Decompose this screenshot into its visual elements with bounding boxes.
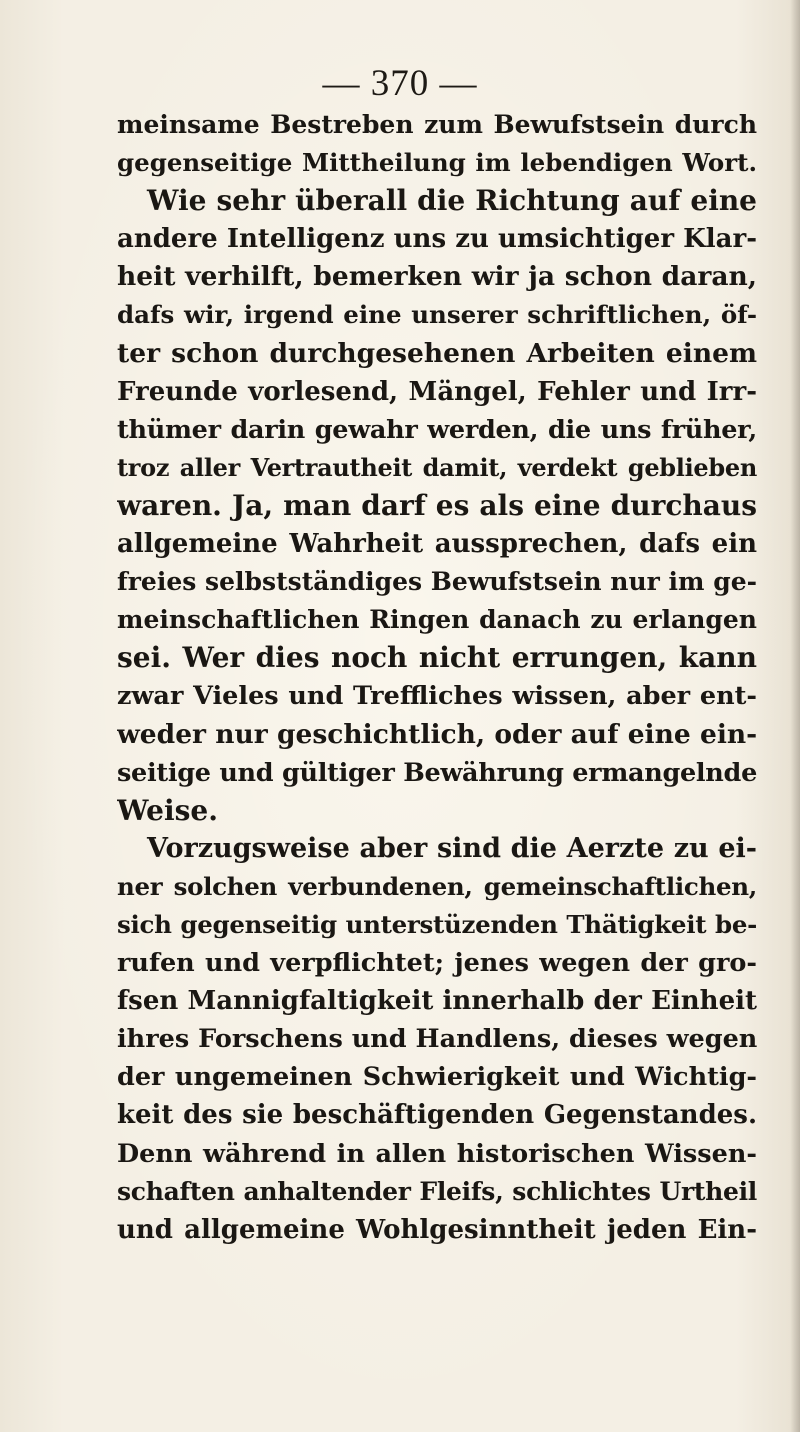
text-line: weder nur geschichtlich, oder auf eine ein- (117, 718, 757, 750)
text-line: freies selbstständiges Bewufstsein nur im ge- (117, 567, 757, 597)
text-line: seitige und gültiger Bewährung ermangelnde (117, 757, 757, 788)
text-line: fsen Mannigfaltigkeit innerhalb der Einheit (117, 986, 757, 1017)
text-line: meinschaftlichen Ringen danach zu erlangen (117, 605, 757, 635)
text-line: meinsame Bestreben zum Bewufstsein durch (117, 110, 757, 139)
page-number-header: — 370 — (322, 63, 478, 104)
body-text (117, 106, 757, 1249)
page-edge-shadow (790, 0, 800, 1432)
text-line: troz aller Vertrautheit damit, verdekt geblieben (117, 452, 757, 482)
text-line: Vorzugsweise aber sind die Aerzte zu ei- (147, 832, 757, 864)
text-line: zwar Vieles und Treffliches wissen, aber ent- (117, 681, 757, 712)
text-line: Weise. (117, 793, 218, 827)
text-line: waren. Ja, man darf es als eine durchaus (117, 488, 757, 522)
text-line: ner solchen verbundenen, gemeinschaftlichen, (117, 871, 757, 901)
text-line: Wie sehr überall die Richtung auf eine (147, 184, 757, 218)
text-line: dafs wir, irgend eine unserer schriftlichen, öf- (117, 300, 757, 330)
text-line: rufen und verpflichtet; jenes wegen der gro- (117, 948, 757, 979)
text-line: Denn während in allen historischen Wissen- (117, 1138, 757, 1169)
text-line: ihres Forschens und Handlens, dieses wegen (117, 1024, 757, 1055)
text-line: gegenseitige Mittheilung im lebendigen Wort. (117, 148, 757, 178)
text-line: andere Intelligenz uns zu umsichtiger Klar- (117, 224, 757, 255)
text-line: sei. Wer dies noch nicht errungen, kann (117, 641, 757, 675)
text-line: Freunde vorlesend, Mängel, Fehler und Irr- (117, 376, 757, 407)
text-line: heit verhilft, bemerken wir ja schon daran, (117, 261, 757, 293)
text-line: und allgemeine Wohlgesinntheit jeden Ein- (117, 1214, 757, 1245)
text-line: thümer darin gewahr werden, die uns früher, (117, 414, 757, 445)
text-line: keit des sie beschäftigenden Gegenstandes. (117, 1100, 757, 1131)
text-line: allgemeine Wahrheit aussprechen, dafs ein (117, 529, 757, 560)
text-line: schaften anhaltender Fleifs, schlichtes Urtheil (117, 1176, 757, 1206)
text-line: sich gegenseitig unterstüzenden Thätigkeit be- (117, 909, 757, 939)
text-line: ter schon durchgesehenen Arbeiten einem (117, 337, 757, 369)
text-line: der ungemeinen Schwierigkeit und Wichtig- (117, 1062, 757, 1093)
